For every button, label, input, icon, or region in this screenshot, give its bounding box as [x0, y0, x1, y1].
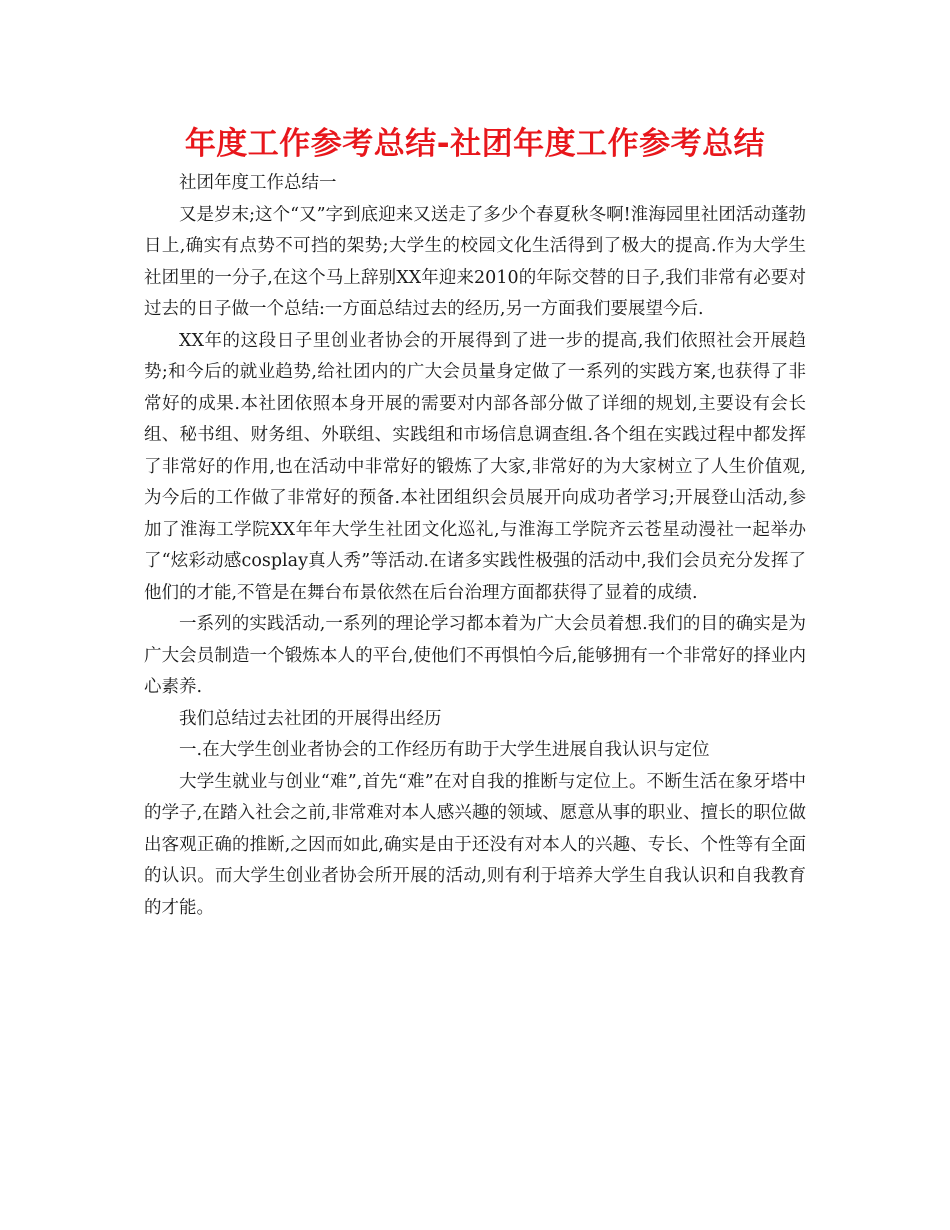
document-body — [144, 168, 806, 924]
subheading-summary-one: 社团年度工作总结一 — [179, 173, 337, 193]
subheading-experience: 我们总结过去社团的开展得出经历 — [179, 708, 442, 729]
paragraph-purpose: 一系列的实践活动,一系列的理论学习都本着为广大会员着想.我们的目的确实是为广大会员制造一个锻炼本人的平台,使他们不再惧怕今后,能够拥有一个非常好的择业内心素养. — [144, 614, 806, 697]
paragraph-intro: 又是岁末;这个“又”字到底迎来又送走了多少个春夏秋冬啊!淮海园里社团活动蓬勃日上,确实有点势不可挡的架势;大学生的校园文化生活得到了极大的提高.作为大学生社团里的一分子,在这个马上辞别XX年迎来2010的年际交替的日子,我们非常有必要对过去的日子做一个总结:一方面总结过去的经历,另一方面我们要展望今后. — [144, 204, 806, 319]
paragraph-self-awareness: 大学生就业与创业“难”,首先“难”在对自我的推断与定位上。不断生活在象牙塔中的学子,在踏入社会之前,非常难对本人感兴趣的领域、愿意从事的职业、擅长的职位做出客观正确的推断,之因而如此,确实是由于还没有对本人的兴趣、专长、个性等有全面的认识。而大学生创业者协会所开展的活动,则有利于培养大学生自我认识和自我教育的才能。 — [144, 771, 806, 918]
paragraph-activities: XX年的这段日子里创业者协会的开展得到了进一步的提高,我们依照社会开展趋势;和今后的就业趋势,给社团内的广大会员量身定做了一系列的实践方案,也获得了非常好的成果.本社团依照本身开展的需要对内部各部分做了详细的规划,主要设有会长组、秘书组、财务组、外联组、实践组和市场信息调查组.各个组在实践过程中都发挥了非常好的作用,也在活动中非常好的锻炼了大家,非常好的为大家树立了人生价值观,为今后的工作做了非常好的预备.本社团组织会员展开向成功者学习;开展登山活动,参加了淮海工学院XX年年大学生社团文化巡礼,与淮海工学院齐云苍星动漫社一起举办了“炫彩动感cosplay真人秀”等活动.在诸多实践性极强的活动中,我们会员充分发挥了他们的才能,不管是在舞台布景依然在后台治理方面都获得了显着的成绩. — [144, 330, 806, 603]
section-heading-one: 一.在大学生创业者协会的工作经历有助于大学生进展自我认识与定位 — [179, 740, 710, 760]
document-title: 年度工作参考总结-社团年度工作参考总结 — [184, 126, 766, 162]
